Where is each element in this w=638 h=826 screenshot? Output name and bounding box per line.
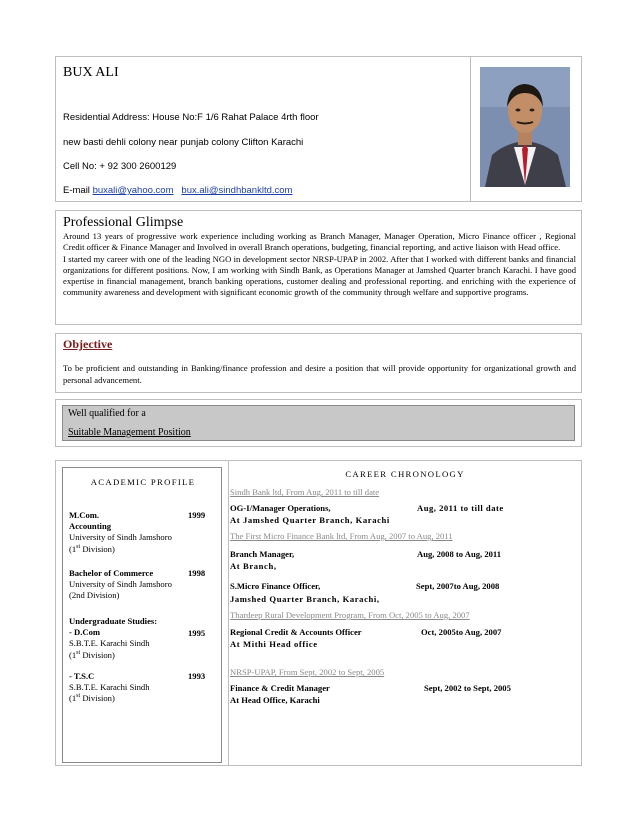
career-org-nrsp-upap: NRSP-UPAP, From Sept, 2002 to Sept, 2005: [230, 667, 385, 677]
address-line-2: new basti dehli colony near punjab colony Clifton Karachi: [63, 137, 304, 148]
academic-title: ACADEMIC PROFILE: [90, 477, 196, 487]
qualification-line-1: Well qualified for a: [68, 408, 146, 419]
objective-section: [55, 333, 582, 393]
career-date-finance-credit-manager: Sept, 2002 to Sept, 2005: [424, 683, 511, 693]
career-branch-head-office: At Head Office, Karachi: [230, 695, 320, 705]
tsc-division: (1st Division): [69, 693, 115, 704]
email-line: [63, 185, 292, 196]
qualification-banner: [62, 405, 575, 441]
mcom-degree: M.Com.: [69, 510, 100, 520]
career-branch-mithi: At Mithi Head office: [230, 639, 318, 649]
career-org-first-microfinance: The First Micro Finance Bank ltd, From Aug, 2007 to Aug, 2011: [230, 531, 453, 541]
career-org-thardeep: Thardeep Rural Development Program, From Oct, 2005 to Aug, 2007: [230, 610, 470, 620]
dcom-year: 1995: [188, 628, 206, 638]
career-date-micro-finance-officer: Sept, 2007to Aug, 2008: [416, 581, 500, 591]
dcom-division: (1st Division): [69, 649, 115, 660]
mcom-division: (1st Division): [69, 543, 115, 554]
career-role-finance-credit-manager: Finance & Credit Manager: [230, 683, 330, 693]
email-link-yahoo[interactable]: buxali@yahoo.com: [92, 185, 174, 196]
career-branch-sindh: At Jamshed Quarter Branch, Karachi: [230, 515, 390, 525]
academic-profile: [62, 467, 222, 763]
career-title: CAREER CHRONOLOGY: [345, 469, 465, 479]
mcom-field: Accounting: [69, 521, 112, 532]
objective-text: To be proficient and outstanding in Banking/finance profession and desire a position that will provide opportunity for organizational growth and personal advancement.: [63, 363, 576, 385]
mcom-entry: [69, 510, 172, 555]
career-role-regional-credit: Regional Credit & Accounts Officer: [230, 627, 362, 637]
candidate-name: BUX ALI: [63, 65, 119, 80]
tsc-institute: S.B.T.E. Karachi Sindh: [69, 682, 150, 693]
email-label: E-mail: [63, 185, 90, 196]
profile-and-career-section: [55, 460, 582, 766]
email-link-sindhbank[interactable]: bux.ali@sindhbankltd.com: [181, 185, 293, 196]
bcom-year: 1998: [188, 568, 206, 578]
tsc-entry: [69, 671, 150, 705]
career-org-sindh-bank: Sindh Bank ltd, From Aug, 2011 to till date: [230, 487, 380, 497]
qualification-section: [55, 399, 582, 447]
bcom-institute: University of Sindh Jamshoro: [69, 579, 172, 590]
career-date-branch-manager: Aug, 2008 to Aug, 2011: [417, 549, 502, 559]
column-divider: [228, 461, 229, 765]
dcom-degree: - D.Com: [69, 627, 101, 638]
glimpse-paragraph-1: Around 13 years of progressive work experience including working as Branch Manager, Manager Operation, Micro Finance officer , Regional Credit officer & Finance Manager and Involved in overall Branch operations, budgeting, financial reporting, and active liaison with Head office.: [63, 231, 576, 253]
undergraduate-heading: Undergraduate Studies:: [69, 616, 158, 626]
glimpse-title: Professional Glimpse: [63, 215, 184, 230]
cell-number: Cell No: + 92 300 2600129: [63, 161, 177, 172]
qualification-line-2: Suitable Management Position: [68, 427, 191, 438]
career-date-regional-credit: Oct, 2005to Aug, 2007: [421, 627, 502, 637]
glimpse-text: [63, 231, 576, 299]
bcom-division: (2nd Division): [69, 590, 120, 601]
tsc-degree: - T.S.C: [69, 671, 95, 681]
tsc-year: 1993: [188, 671, 206, 681]
glimpse-paragraph-2: I started my career with one of the leading NGO in development sector NRSP-UPAP in 2002. After that I worked with different banks and financial organizations for different positions. Now, I am working with Sindh Bank, as Operations Manager at Jamshed Quarter branch Karachi. I have good expertise in financial management, branch banking operations, customer dealing and professional reporting. and enriching with the experience of community awareness and development with significant economic growth of the community through welfare and supportive programs.: [63, 253, 576, 298]
mcom-institute: University of Sindh Jamshoro: [69, 532, 172, 543]
career-role-branch-manager: Branch Manager,: [230, 549, 295, 559]
career-role-sindh: OG-I/Manager Operations,: [230, 503, 331, 513]
profile-photo: [480, 67, 570, 187]
career-date-sindh: Aug, 2011 to till date: [417, 503, 504, 513]
bcom-degree: Bachelor of Commerce: [69, 568, 154, 578]
dcom-institute: S.B.T.E. Karachi Sindh: [69, 638, 150, 649]
address-line-1: Residential Address: House No:F 1/6 Rahat Palace 4rth floor: [63, 112, 319, 123]
mcom-year: 1999: [188, 510, 206, 520]
professional-glimpse-section: [55, 210, 582, 325]
bcom-entry: [69, 568, 172, 602]
career-branch-at-branch: At Branch,: [230, 561, 277, 571]
career-role-micro-finance-officer: S.Micro Finance Officer,: [230, 581, 321, 591]
career-branch-jamshed-quarter: Jamshed Quarter Branch, Karachi,: [230, 594, 380, 604]
undergraduate-entry: [69, 616, 157, 661]
objective-title: Objective: [63, 337, 113, 351]
